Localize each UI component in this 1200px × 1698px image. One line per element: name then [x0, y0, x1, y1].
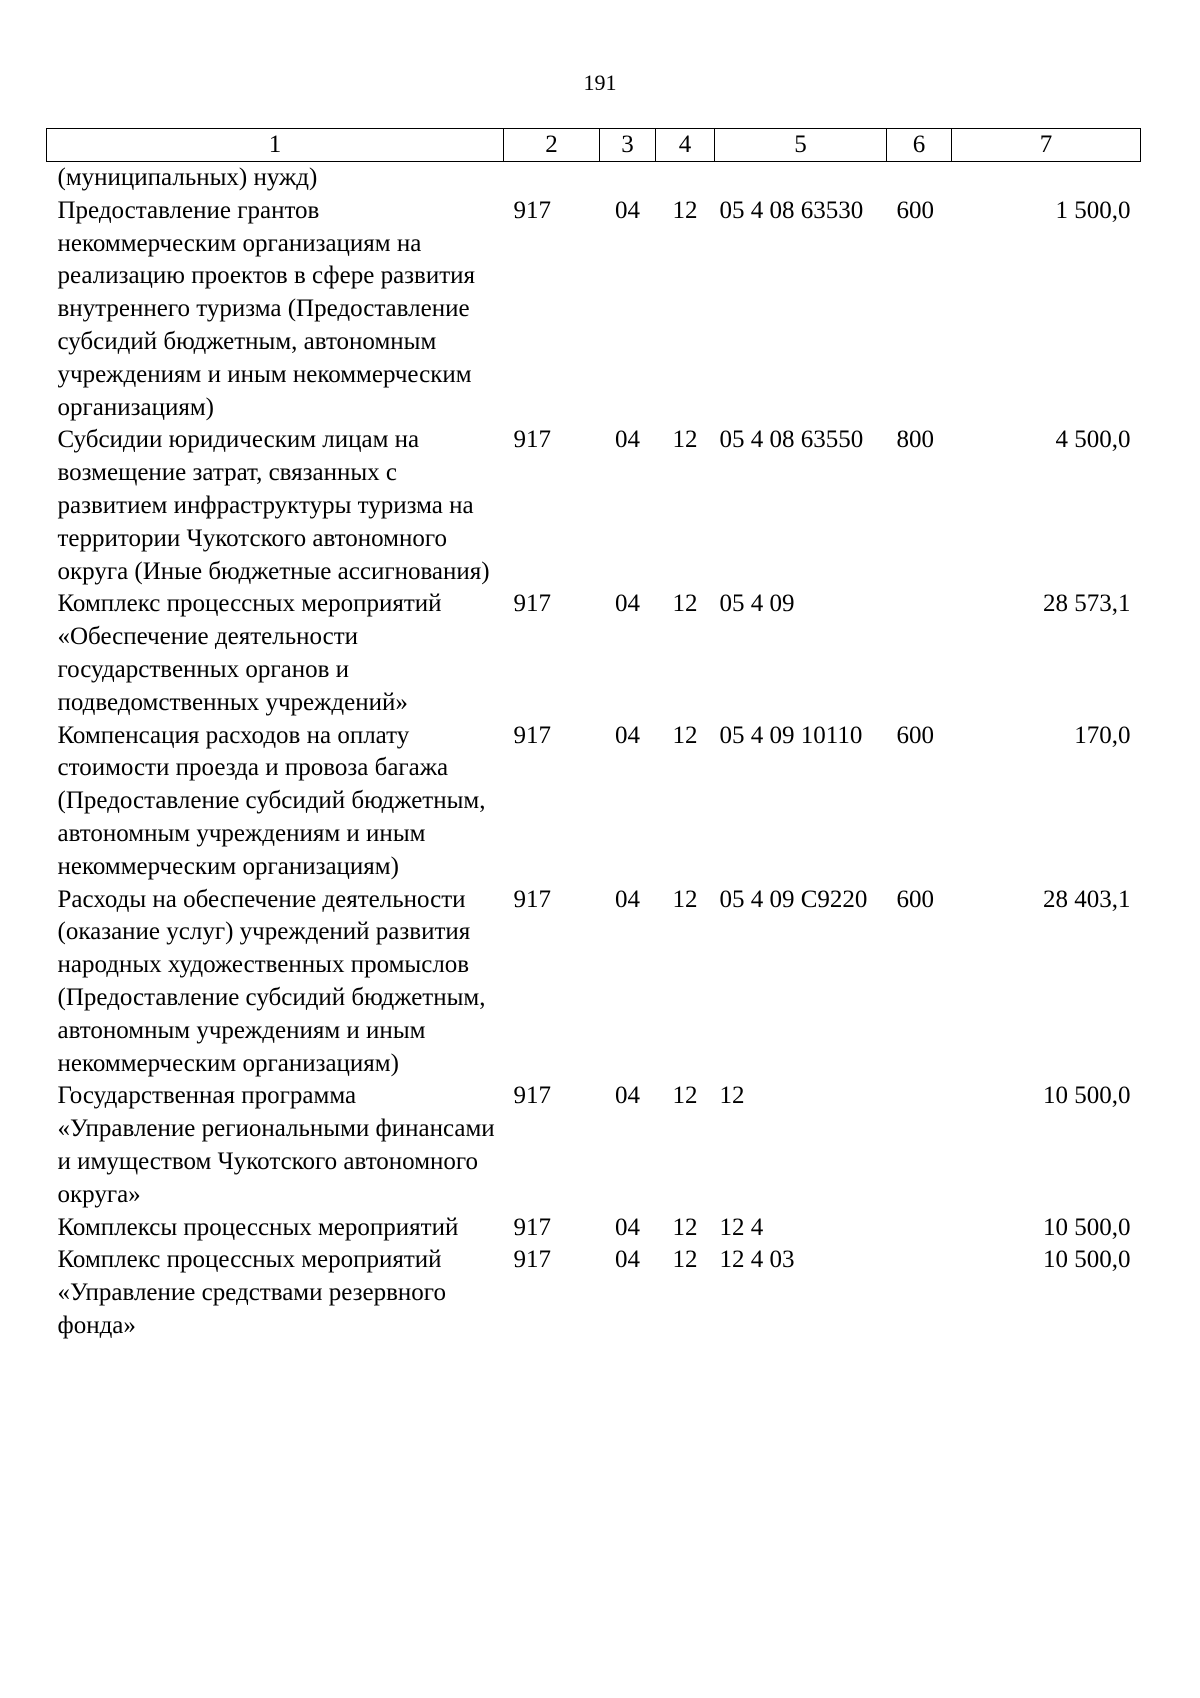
row-section: 04: [615, 721, 640, 749]
row-name: Субсидии юридическим лицам на возмещение затрат, связанных с развитием инфраструктуры туризма на территории Чукотского автономного округа (Иные бюджетные ассигнования): [57, 426, 490, 585]
row-expense-type: 600: [896, 721, 934, 749]
row-target-article: 05 4 08 63530: [719, 196, 864, 224]
row-amount: 10 500,0: [1043, 1082, 1131, 1110]
row-subsection: 12: [672, 590, 698, 618]
row-name: Государственная программа «Управление региональными финансами и имуществом Чукотского автономного округа»: [57, 1082, 495, 1208]
row-name: Предоставление грантов некоммерческим организациям на реализацию проектов в сфере развития внутреннего туризма (Предоставление субсидий бюджетным, автономным учреждениям и иным некоммерческим организациям): [57, 196, 476, 421]
row-target-article: 05 4 09 10110: [719, 721, 863, 749]
row-subsection: 12: [672, 721, 698, 749]
row-admin-code: 917: [513, 721, 551, 749]
row-target-article: 12 4: [719, 1213, 764, 1241]
row-admin-code: 917: [513, 590, 551, 618]
row-amount: 28 573,1: [1043, 590, 1131, 618]
row-expense-type: 600: [896, 196, 934, 224]
budget-table: [46, 128, 1141, 1343]
table-row: [47, 1244, 1141, 1342]
row-amount: 10 500,0: [1043, 1246, 1131, 1274]
continuation-row: [47, 162, 1141, 195]
row-target-article: 05 4 09 С9220: [719, 885, 868, 913]
row-name: Расходы на обеспечение деятельности (оказание услуг) учреждений развития народных художественных промыслов (Предоставление субсидий бюджетным, автономным учреждениям и иным некоммерческим организациям): [57, 885, 486, 1077]
row-subsection: 12: [672, 885, 698, 913]
row-admin-code: 917: [513, 1246, 551, 1274]
row-amount: 28 403,1: [1043, 885, 1131, 913]
budget-table-container: [46, 128, 1140, 1343]
row-subsection: 12: [672, 1082, 698, 1110]
row-section: 04: [615, 590, 640, 618]
header-col-7: 7: [952, 129, 1141, 162]
row-subsection: 12: [672, 1246, 698, 1274]
page-number: 191: [583, 70, 617, 95]
row-name: Компенсация расходов на оплату стоимости проезда и провоза багажа (Предоставление субсидий бюджетным, автономным учреждениям и иным некоммерческим организациям): [57, 721, 486, 880]
table-body: [47, 162, 1141, 1343]
row-expense-type: 600: [896, 885, 934, 913]
row-admin-code: 917: [513, 426, 551, 454]
row-section: 04: [615, 196, 640, 224]
row-section: 04: [615, 885, 640, 913]
row-amount: 1 500,0: [1055, 196, 1131, 224]
row-section: 04: [615, 426, 640, 454]
row-subsection: 12: [672, 1213, 698, 1241]
row-expense-type: [887, 1080, 952, 1211]
table-row: [47, 588, 1141, 719]
row-target-article: 05 4 08 63550: [719, 426, 864, 454]
header-col-2: 2: [504, 129, 600, 162]
row-expense-type: [887, 588, 952, 719]
table-row: [47, 1212, 1141, 1245]
row-target-article: 12 4 03: [719, 1246, 795, 1274]
header-col-6: 6: [887, 129, 952, 162]
table-row: [47, 720, 1141, 884]
header-col-5: 5: [715, 129, 887, 162]
row-name: Комплекс процессных мероприятий «Управление средствами резервного фонда»: [57, 1246, 446, 1339]
row-admin-code: 917: [513, 885, 551, 913]
header-col-1: 1: [47, 129, 504, 162]
row-subsection: 12: [672, 426, 698, 454]
header-row: [47, 129, 1141, 162]
table-row: [47, 424, 1141, 588]
header-col-3: 3: [600, 129, 656, 162]
row-target-article: 12: [719, 1082, 745, 1110]
continuation-text: (муниципальных) нужд): [57, 164, 318, 191]
row-amount: 10 500,0: [1043, 1213, 1131, 1241]
row-expense-type: [887, 1212, 952, 1245]
row-section: 04: [615, 1246, 640, 1274]
row-target-article: 05 4 09: [719, 590, 795, 618]
header-col-4: 4: [656, 129, 715, 162]
row-admin-code: 917: [513, 1213, 551, 1241]
row-subsection: 12: [672, 196, 698, 224]
row-expense-type: 800: [896, 426, 934, 454]
row-admin-code: 917: [513, 196, 551, 224]
row-admin-code: 917: [513, 1082, 551, 1110]
table-header: [47, 129, 1141, 162]
table-row: [47, 1080, 1141, 1211]
row-name: Комплексы процессных мероприятий: [57, 1213, 459, 1241]
row-amount: 4 500,0: [1055, 426, 1131, 454]
row-section: 04: [615, 1213, 640, 1241]
row-name: Комплекс процессных мероприятий «Обеспечение деятельности государственных органов и подведомственных учреждений»: [57, 590, 442, 716]
table-row: [47, 884, 1141, 1081]
row-expense-type: [887, 1244, 952, 1342]
table-row: [47, 195, 1141, 425]
row-section: 04: [615, 1082, 640, 1110]
row-amount: 170,0: [1074, 721, 1131, 749]
